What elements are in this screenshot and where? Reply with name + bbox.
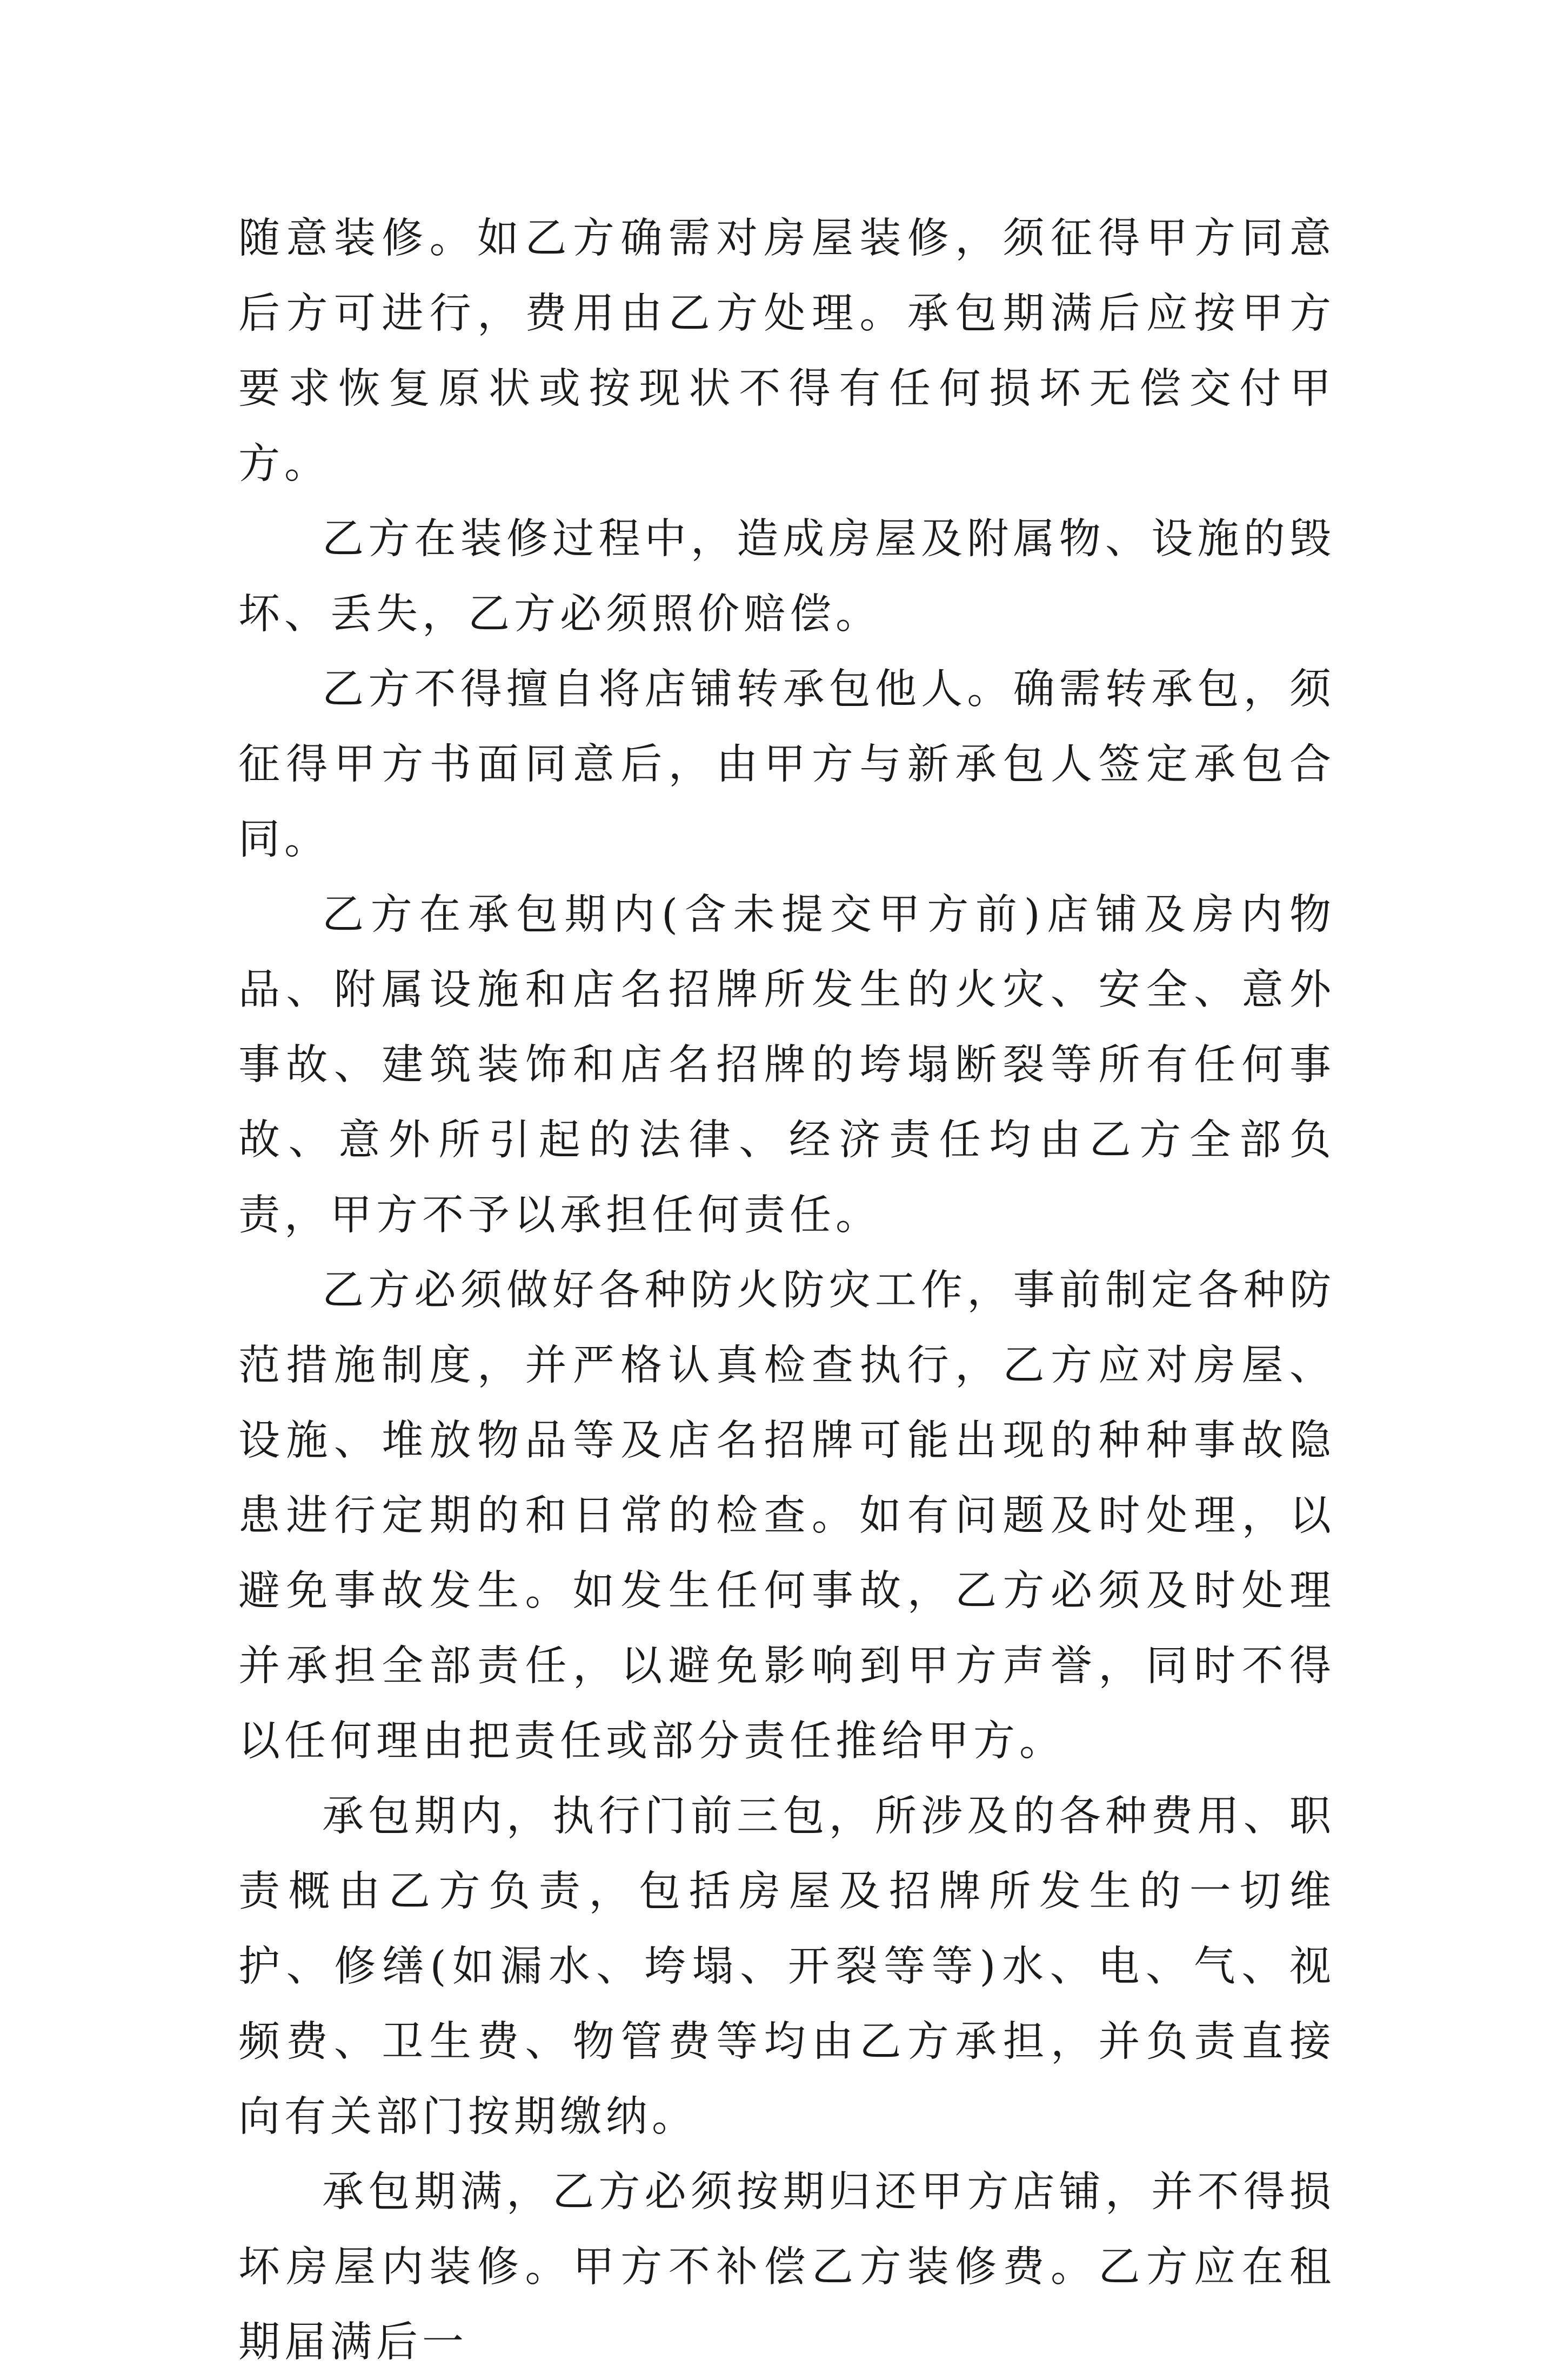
- document-body: [238, 201, 1335, 2380]
- paragraph-3: 乙方不得擅自将店铺转承包他人。确需转承包，须征得甲方书面同意后，由甲方与新承包人签定承包合同。: [238, 665, 1335, 864]
- paragraph-7: 承包期满，乙方必须按期归还甲方店铺，并不得损坏房屋内装修。甲方不补偿乙方装修费。乙方应在租期届满后一: [238, 2168, 1335, 2366]
- paragraph-6: 承包期内，执行门前三包，所涉及的各种费用、职责概由乙方负责，包括房屋及招牌所发生的一切维护、修缮(如漏水、垮塌、开裂等等)水、电、气、视频费、卫生费、物管费等均由乙方承担，并负责直接向有关部门按期缴纳。: [238, 1792, 1335, 2141]
- paragraph-4: 乙方在承包期内(含未提交甲方前)店铺及房内物品、附属设施和店名招牌所发生的火灾、安全、意外事故、建筑装饰和店名招牌的垮塌断裂等所有任何事故、意外所引起的法律、经济责任均由乙方全部负责，甲方不予以承担任何责任。: [238, 891, 1335, 1239]
- paragraph-5: 乙方必须做好各种防火防灾工作，事前制定各种防范措施制度，并严格认真检查执行，乙方应对房屋、设施、堆放物品等及店名招牌可能出现的种种事故隐患进行定期的和日常的检查。如有问题及时处理，以避免事故发生。如发生任何事故，乙方必须及时处理并承担全部责任，以避免影响到甲方声誉，同时不得以任何理由把责任或部分责任推给甲方。: [238, 1266, 1335, 1765]
- paragraph-1: 随意装修。如乙方确需对房屋装修，须征得甲方同意后方可进行，费用由乙方处理。承包期满后应按甲方要求恢复原状或按现状不得有任何损坏无偿交付甲方。: [238, 215, 1335, 488]
- paragraph-2: 乙方在装修过程中，造成房屋及附属物、设施的毁坏、丢失，乙方必须照价赔偿。: [238, 515, 1335, 638]
